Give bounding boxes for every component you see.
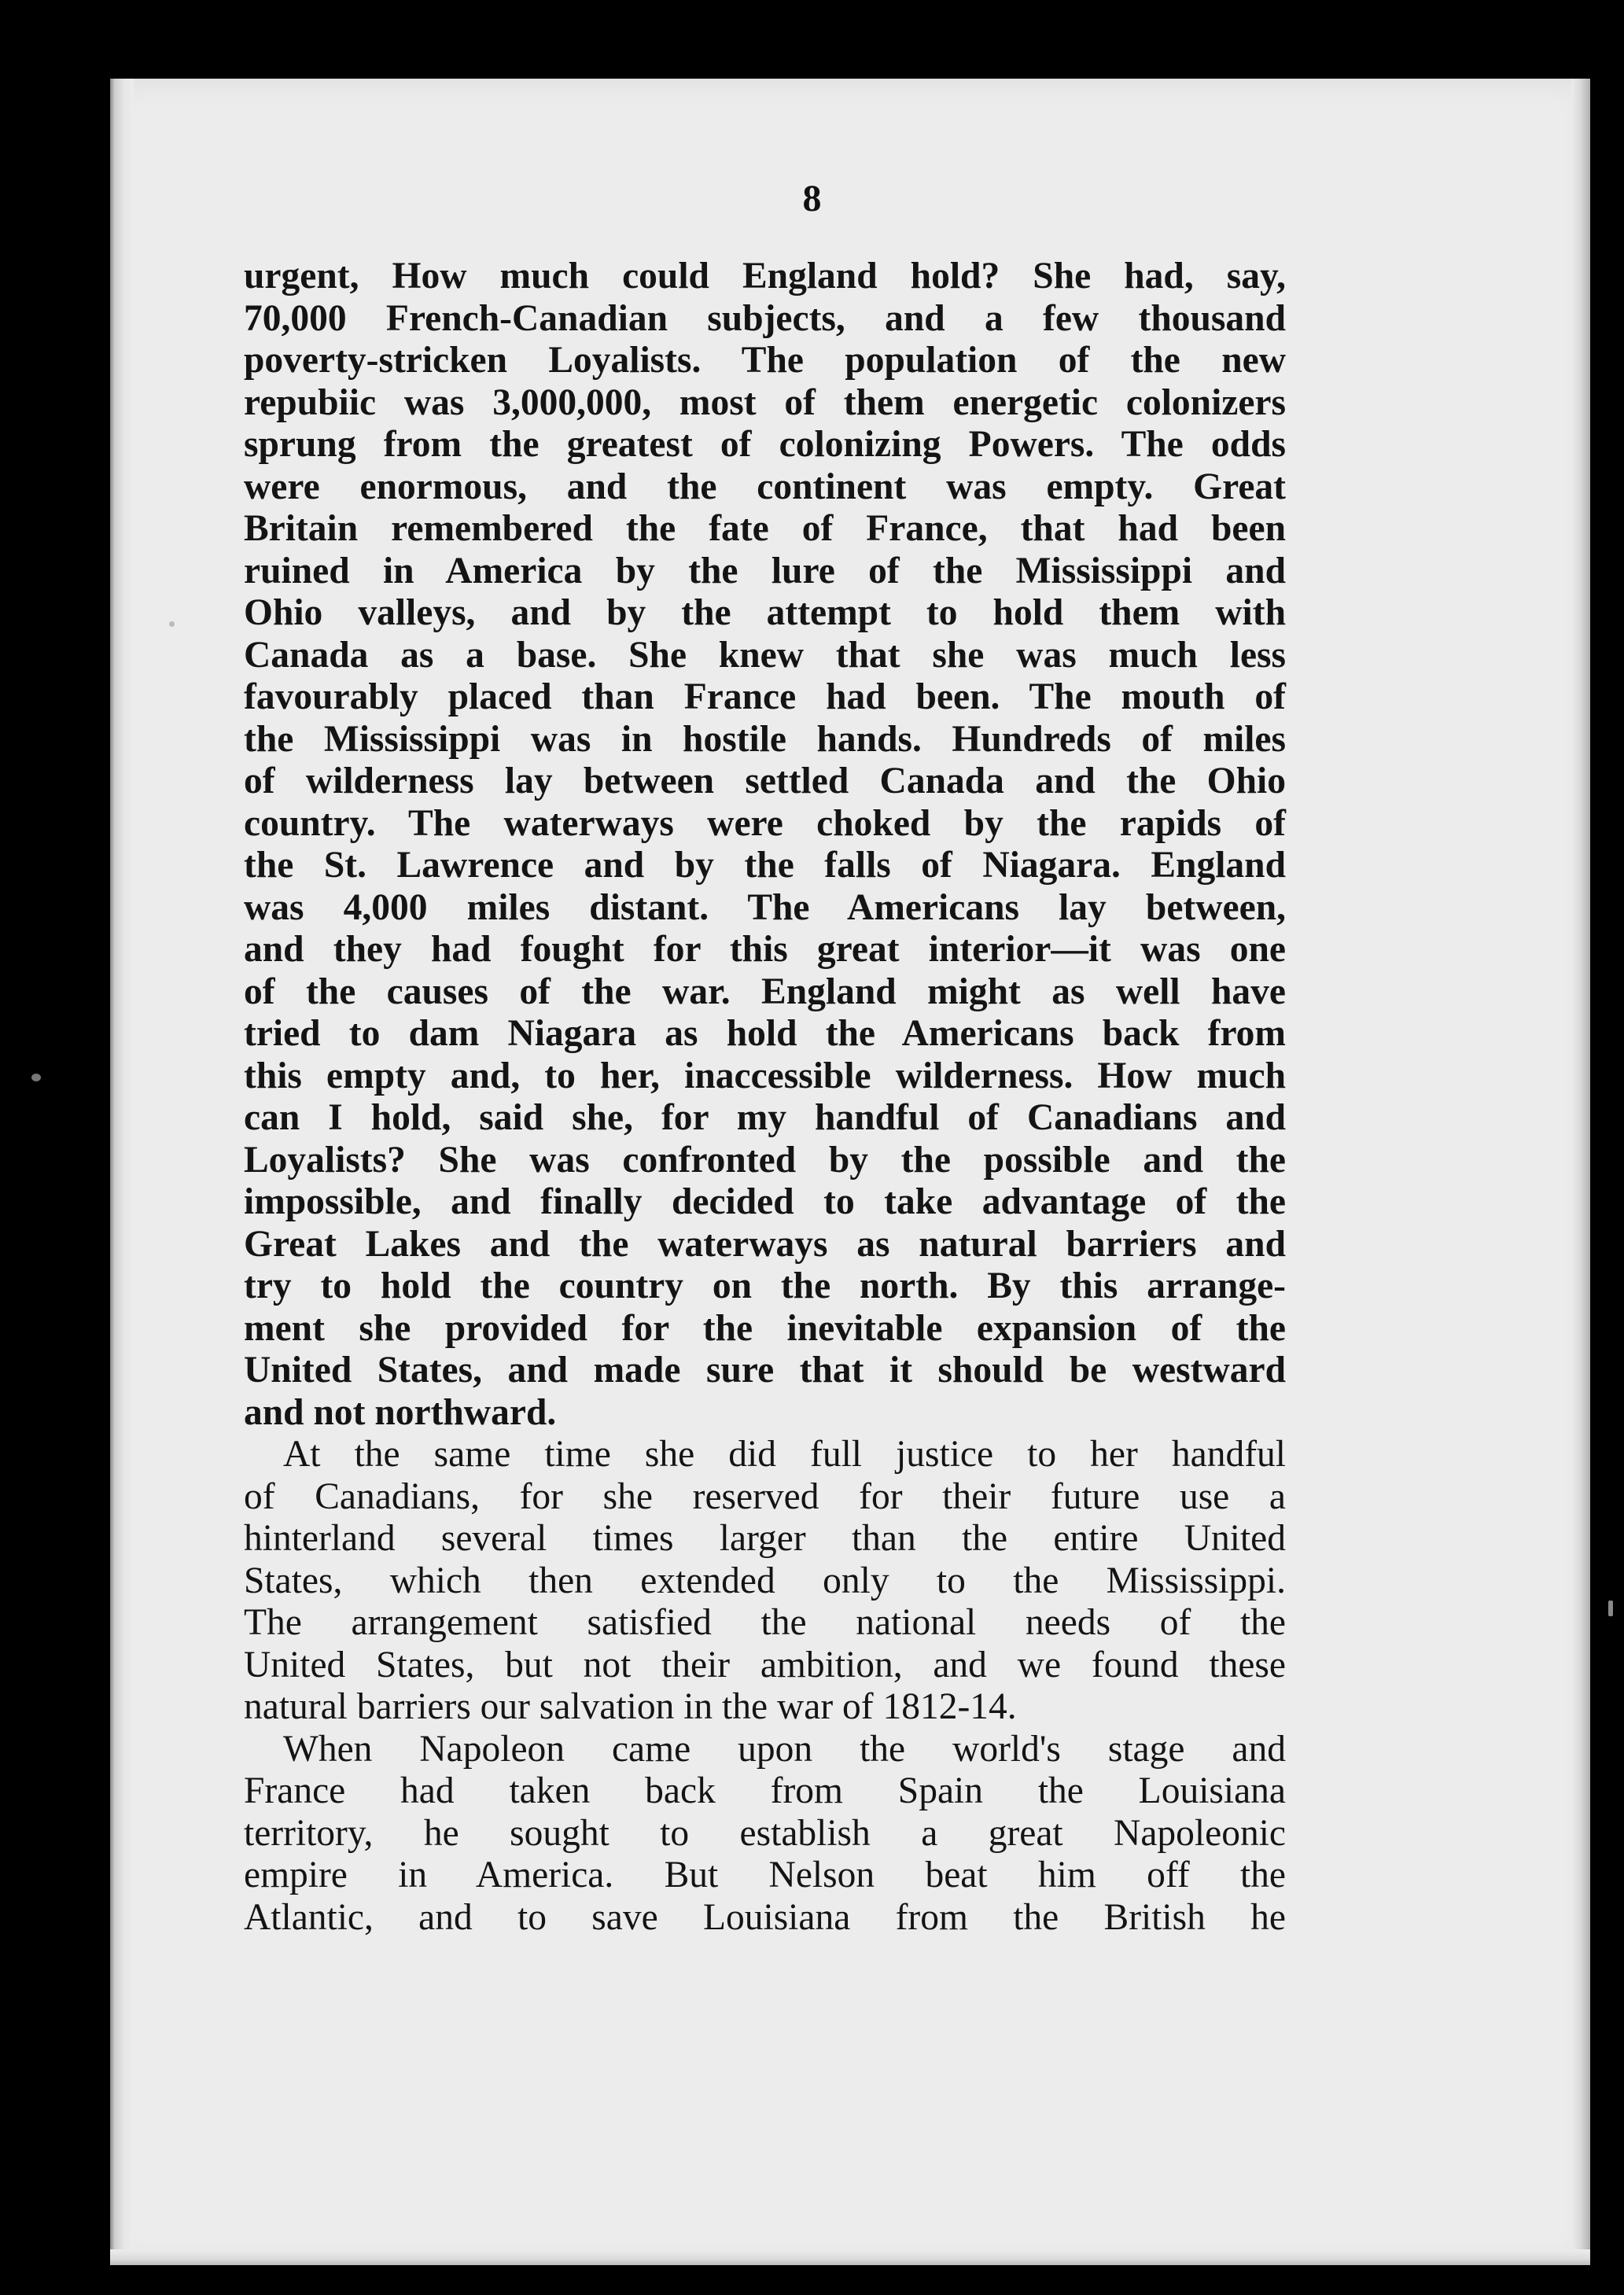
page-number: 8 bbox=[802, 178, 822, 219]
text-line: can I hold, said she, for my handful of Canadians and bbox=[244, 1097, 1286, 1138]
text-line: sprung from the greatest of colonizing Powers. The odds bbox=[244, 424, 1286, 465]
text-line: poverty-stricken Loyalists. The population of the new bbox=[244, 340, 1286, 381]
text-line: of the causes of the war. England might as well have bbox=[244, 971, 1286, 1012]
text-line: of wilderness lay between settled Canada and the Ohio bbox=[244, 761, 1286, 801]
paragraph-2 bbox=[244, 1434, 1286, 1729]
page-binding-edge bbox=[110, 79, 134, 2265]
text-line: this empty and, to her, inaccessible wilderness. How much bbox=[244, 1055, 1286, 1096]
text-line: were enormous, and the continent was empty. Great bbox=[244, 466, 1286, 507]
text-line: and they had fought for this great interior—it was one bbox=[244, 929, 1286, 970]
body-text bbox=[244, 256, 1286, 1939]
paragraph-1 bbox=[244, 256, 1286, 1434]
text-line: and not northward. bbox=[244, 1391, 557, 1433]
text-line: Britain remembered the fate of France, that had been bbox=[244, 508, 1286, 549]
text-line: The arrangement satisfied the national needs of the bbox=[244, 1602, 1286, 1643]
text-line: At the same time she did full justice to her handful bbox=[283, 1434, 1286, 1475]
text-line: States, which then extended only to the Mississippi. bbox=[244, 1560, 1286, 1601]
text-line: hinterland several times larger than the entire United bbox=[244, 1518, 1286, 1559]
paragraph-3 bbox=[244, 1729, 1286, 1940]
text-line: repubiic was 3,000,000, most of them energetic colonizers bbox=[244, 381, 1286, 423]
page-right-edge bbox=[1571, 79, 1590, 2265]
text-line: 70,000 French-Canadian subjects, and a few thousand bbox=[244, 297, 1286, 339]
text-line: empire in America. But Nelson beat him off the bbox=[244, 1855, 1286, 1895]
text-line: the Mississippi was in hostile hands. Hundreds of miles bbox=[244, 718, 1286, 760]
text-line: favourably placed than France had been. The mouth of bbox=[244, 676, 1286, 717]
text-line: United States, and made sure that it should be westward bbox=[244, 1350, 1286, 1391]
text-line: Atlantic, and to save Louisiana from the British he bbox=[244, 1896, 1286, 1938]
scan-speck bbox=[1608, 1601, 1613, 1616]
text-line: France had taken back from Spain the Louisiana bbox=[244, 1770, 1286, 1811]
text-line: When Napoleon came upon the world's stage and bbox=[283, 1728, 1286, 1770]
text-line: Ohio valleys, and by the attempt to hold them with bbox=[244, 592, 1286, 633]
text-line: territory, he sought to establish a great Napoleonic bbox=[244, 1812, 1286, 1854]
scan-speck bbox=[31, 1074, 41, 1081]
text-line: United States, but not their ambition, and we found these bbox=[244, 1644, 1286, 1685]
text-line: Loyalists? She was confronted by the possible and the bbox=[244, 1139, 1286, 1181]
text-line: impossible, and finally decided to take advantage of the bbox=[244, 1181, 1286, 1222]
text-line: country. The waterways were choked by the rapids of bbox=[244, 802, 1286, 844]
text-line: tried to dam Niagara as hold the Americans back from bbox=[244, 1013, 1286, 1054]
scan-speck bbox=[169, 621, 175, 627]
text-line: try to hold the country on the north. By this arrange- bbox=[244, 1265, 1286, 1306]
text-line: was 4,000 miles distant. The Americans lay between, bbox=[244, 886, 1286, 928]
text-line: ment she provided for the inevitable expansion of the bbox=[244, 1307, 1286, 1349]
text-line: the St. Lawrence and by the falls of Niagara. England bbox=[244, 845, 1286, 886]
text-line: Great Lakes and the waterways as natural barriers and bbox=[244, 1223, 1286, 1265]
text-line: natural barriers our salvation in the war of 1812-14. bbox=[244, 1686, 1017, 1727]
page-bottom-edge bbox=[110, 2249, 1590, 2265]
text-line: urgent, How much could England hold? She had, say, bbox=[244, 256, 1286, 297]
text-line: ruined in America by the lure of the Mississippi and bbox=[244, 550, 1286, 591]
text-line: of Canadians, for she reserved for their future use a bbox=[244, 1475, 1286, 1517]
text-line: Canada as a base. She knew that she was much less bbox=[244, 634, 1286, 676]
